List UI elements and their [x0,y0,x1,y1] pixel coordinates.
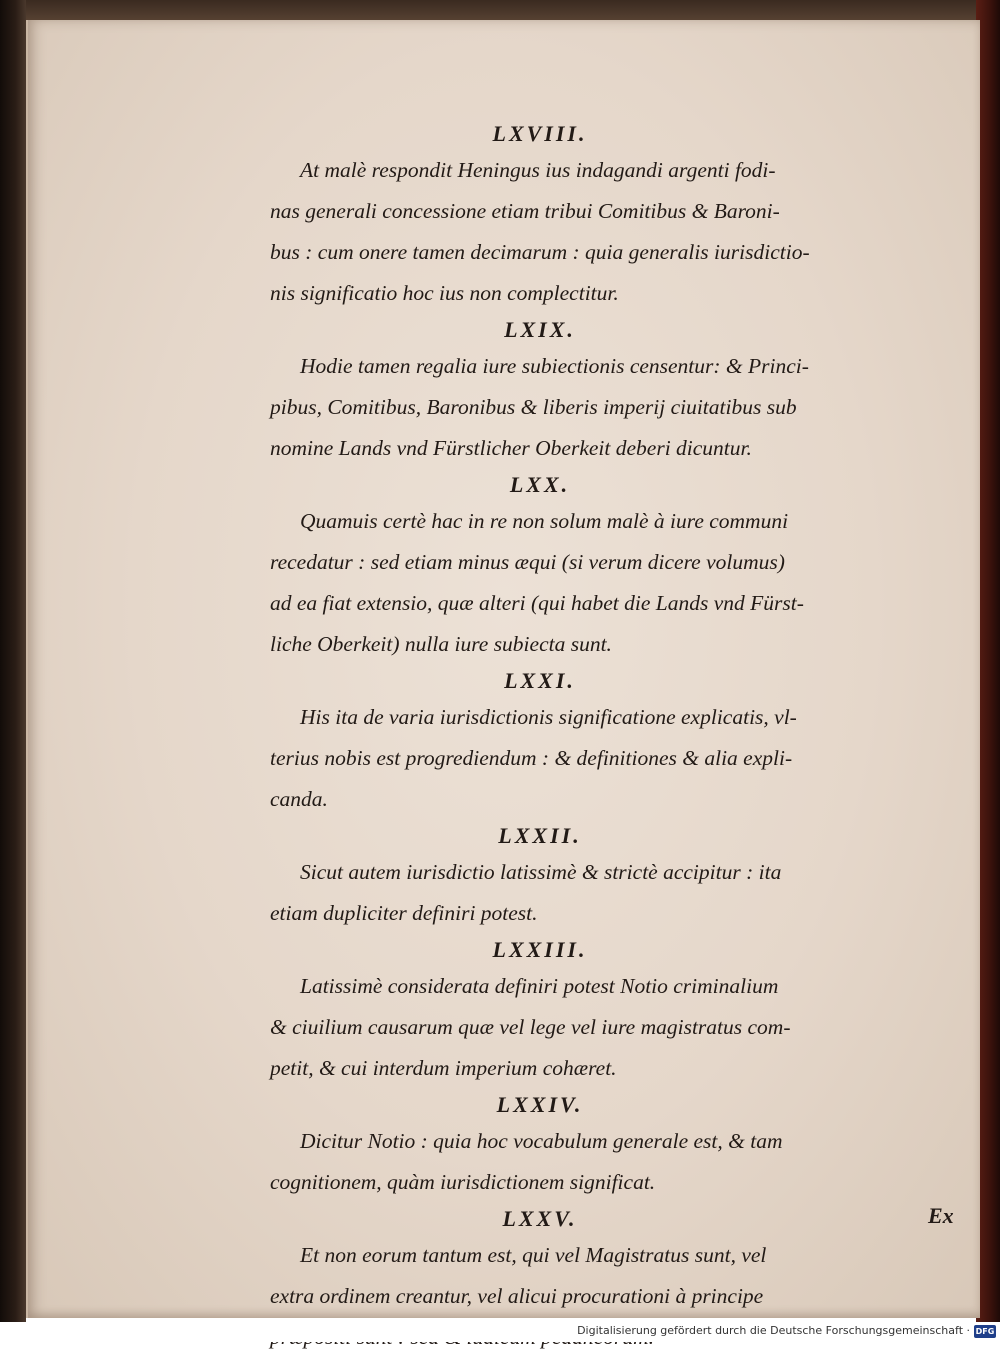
section-paragraph [270,501,960,665]
section-paragraph [270,1121,960,1203]
text-line: canda. [270,787,328,811]
section-number: LXIX. [504,317,576,342]
text-line: pibus, Comitibus, Baronibus & liberis imperij ciuitatibus sub [270,395,797,419]
text-line: Hodie tamen regalia iure subiectionis censentur: & Princi- [300,354,809,378]
section-number: LXVIII. [492,121,588,146]
text-line: nis significatio hoc ius non complectitur. [270,281,619,305]
book-binding [0,0,26,1322]
text-line: Et non eorum tantum est, qui vel Magistratus sunt, vel [300,1243,767,1267]
text-line: Dicitur Notio : quia hoc vocabulum generale est, & tam [300,1129,783,1153]
text-line: bus : cum onere tamen decimarum : quia generalis iurisdictio- [270,240,810,264]
text-line: ad ea fiat extensio, quæ alteri (qui habet die Lands vnd Fürst- [270,591,804,615]
section-paragraph [270,852,960,934]
text-line: His ita de varia iurisdictionis significatione explicatis, vl- [300,705,797,729]
text-line: terius nobis est progrediendum : & definitiones & alia expli- [270,746,793,770]
text-line: liche Oberkeit) nulla iure subiecta sunt. [270,632,612,656]
text-line: etiam dupliciter definiri potest. [270,901,538,925]
dfg-logo-icon: DFG [975,1327,995,1336]
section-number: LXXV. [502,1206,578,1231]
section-paragraph [270,150,960,314]
section-number: LXXIII. [492,937,588,962]
text-line: At malè respondit Heningus ius indagandi argenti fodi- [300,158,776,182]
text-line: cognitionem, quàm iurisdictionem significat. [270,1170,656,1194]
text-line: petit, & cui interdum imperium cohæret. [270,1056,617,1080]
catchword: Ex [928,1203,954,1228]
text-line: extra ordinem creantur, vel alicui procurationi à principe [270,1284,764,1308]
section-number: LXXII. [498,823,582,848]
text-line: Sicut autem iurisdictio latissimè & strictè accipitur : ita [300,860,782,884]
section-paragraph [270,346,960,469]
digitization-footer [0,1322,1000,1342]
text-line: Quamuis certè hac in re non solum malè à iure communi [300,509,789,533]
text-line: Latissimè considerata definiri potest Notio criminalium [300,974,779,998]
funding-credit: Digitalisierung gefördert durch die Deutsche Forschungsgemeinschaft · [577,1324,970,1337]
text-line: & ciuilium causarum quæ vel lege vel iure magistratus com- [270,1015,791,1039]
section-number: LXX. [509,472,571,497]
section-paragraph [270,697,960,820]
page-text [270,118,960,1358]
text-line: nomine Lands vnd Fürstlicher Oberkeit deberi dicuntur. [270,436,752,460]
text-line: nas generali concessione etiam tribui Comitibus & Baroni- [270,199,780,223]
section-number: LXXI. [504,668,576,693]
text-line: recedatur : sed etiam minus æqui (si verum dicere volumus) [270,550,785,574]
section-paragraph [270,966,960,1089]
section-number: LXXIV. [496,1092,584,1117]
